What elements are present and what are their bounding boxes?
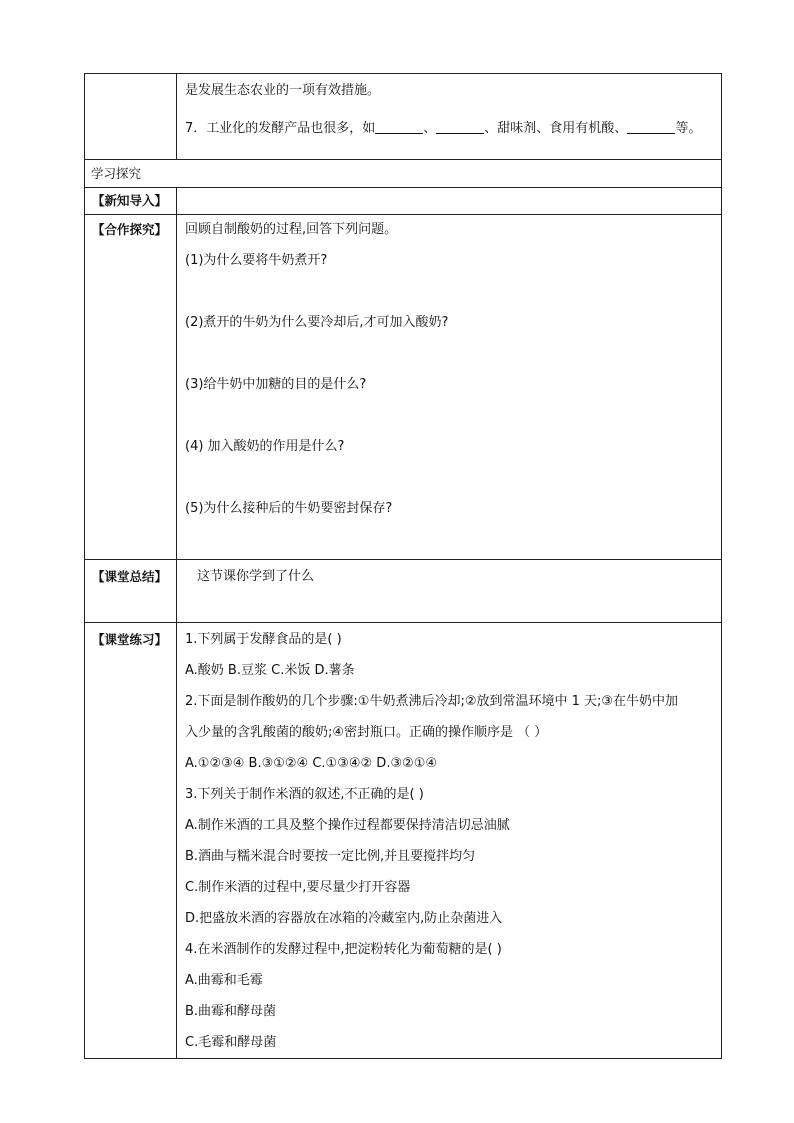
new-intro-content[interactable] <box>177 188 722 215</box>
practice-q1: 1.下列属于发酵食品的是( ) <box>185 632 342 647</box>
practice-q3-option-d: D.把盛放米酒的容器放在冰箱的冷藏室内,防止杂菌进入 <box>185 911 503 926</box>
practice-q3-option-c: C.制作米酒的过程中,要尽量少打开容器 <box>185 880 411 895</box>
cooperation-question-5: (5)为什么接种后的牛奶要密封保存? <box>185 501 393 516</box>
practice-q3-option-b: B.酒曲与糯米混合时要按一定比例,并且要搅拌均匀 <box>185 849 476 864</box>
practice-q2: 2.下面是制作酸奶的几个步骤:①牛奶煮沸后冷却;②放到常温环境中 1 天;③在牛奶中加 <box>185 694 679 709</box>
practice-q2-options: A.①②③④ B.③①②④ C.①③④② D.③②①④ <box>185 756 438 771</box>
practice-q2-cont: 入少量的含乳酸菌的酸奶;④密封瓶口。正确的操作顺序是 （ ） <box>185 725 548 740</box>
q7-suffix: 等。 <box>675 121 702 136</box>
practice-label: 【课堂练习】 <box>85 623 177 1059</box>
question-7 <box>185 119 717 138</box>
summary-row <box>85 560 722 623</box>
cooperation-label: 【合作探究】 <box>85 215 177 560</box>
practice-q4-option-b: B.曲霉和酵母菌 <box>185 1004 277 1019</box>
practice-q4: 4.在米酒制作的发酵过程中,把淀粉转化为葡萄糖的是( ) <box>185 942 502 957</box>
top-row-label-cell <box>85 74 177 160</box>
practice-q4-option-c: C.毛霉和酵母菌 <box>185 1035 277 1050</box>
cooperation-question-1: (1)为什么要将牛奶煮开? <box>185 253 328 268</box>
cooperation-intro: 回顾自制酸奶的过程,回答下列问题。 <box>185 222 398 237</box>
q7-blank-3[interactable] <box>627 119 675 134</box>
practice-q3: 3.下列关于制作米酒的叙述,不正确的是( ) <box>185 787 424 802</box>
new-intro-label: 【新知导入】 <box>85 188 177 215</box>
section-title-row <box>85 160 722 188</box>
summary-label: 【课堂总结】 <box>85 560 177 623</box>
cooperation-content <box>177 215 722 560</box>
top-row-content <box>177 74 722 160</box>
cooperation-question-2: (2)煮开的牛奶为什么要冷却后,才可加入酸奶? <box>185 315 449 330</box>
top-row <box>85 74 722 160</box>
practice-q3-option-a: A.制作米酒的工具及整个操作过程都要保持清洁切忌油腻 <box>185 818 510 833</box>
cooperation-question-4: (4) 加入酸奶的作用是什么? <box>185 439 345 454</box>
q7-blank-2[interactable] <box>436 119 484 134</box>
q7-blank-1[interactable] <box>375 119 423 134</box>
q7-prefix: 7．工业化的发酵产品也很多，如 <box>185 121 376 136</box>
practice-q1-options: A.酸奶 B.豆浆 C.米饭 D.薯条 <box>185 663 355 678</box>
practice-q4-option-a: A.曲霉和毛霉 <box>185 973 263 988</box>
cooperation-question-3: (3)给牛奶中加糖的目的是什么? <box>185 377 367 392</box>
top-row-line1: 是发展生态农业的一项有效措施。 <box>185 83 381 98</box>
lesson-table <box>84 73 722 1059</box>
q7-sep2: 、甜味剂、食用有机酸、 <box>484 121 628 136</box>
summary-content <box>177 560 722 623</box>
new-intro-row <box>85 188 722 215</box>
cooperation-row <box>85 215 722 560</box>
worksheet <box>84 73 721 1059</box>
practice-row <box>85 623 722 1059</box>
summary-text: 这节课你学到了什么 <box>197 569 315 584</box>
practice-content <box>177 623 722 1059</box>
section-title: 学习探究 <box>85 160 722 188</box>
q7-sep1: 、 <box>423 121 437 136</box>
